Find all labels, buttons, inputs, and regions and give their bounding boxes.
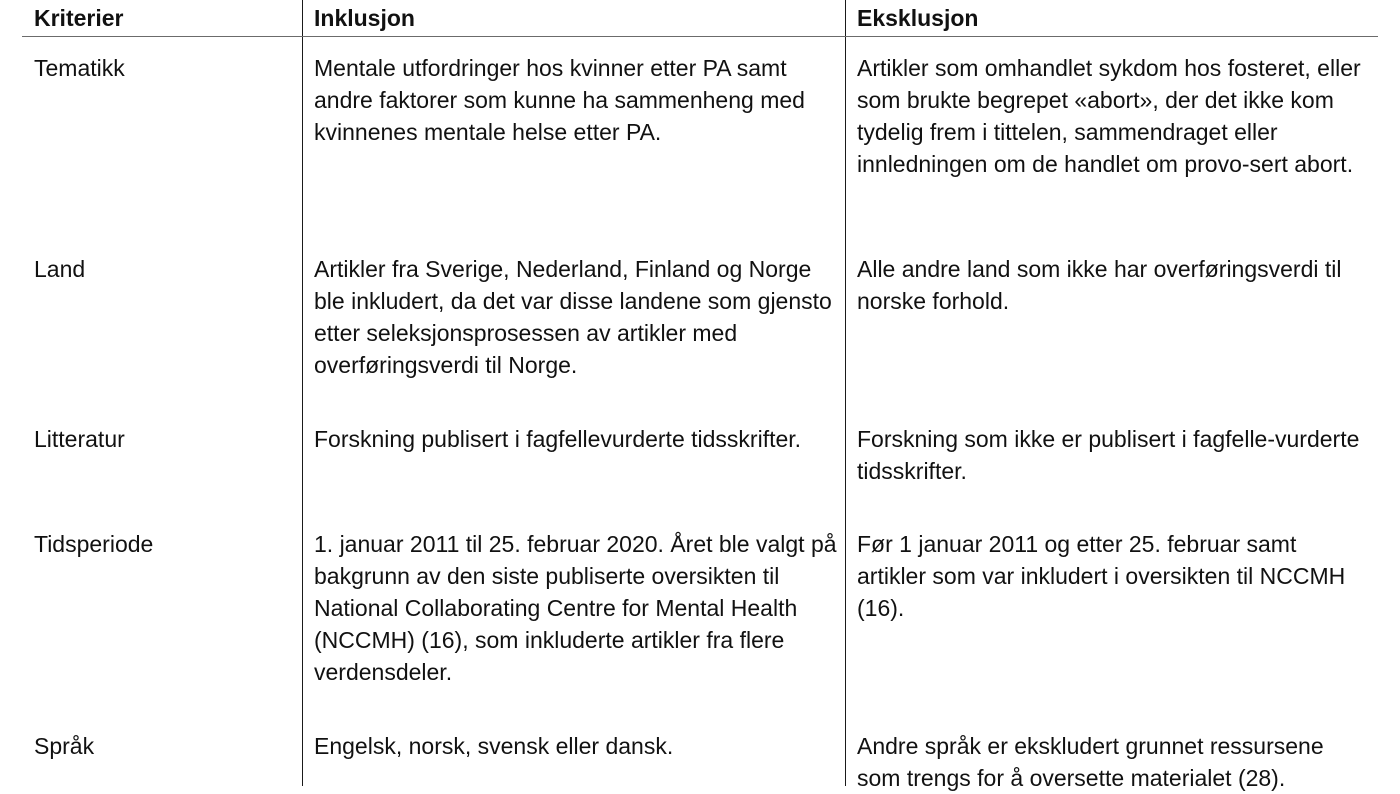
header-rule bbox=[22, 36, 1378, 37]
row-inclusion: Forskning publisert i fagfellevurderte tidsskrifter. bbox=[314, 426, 802, 452]
row-inclusion: 1. januar 2011 til 25. februar 2020. Året ble valgt på bakgrunn av den siste publiserte oversikten til National Collaborating Centre for Mental Health (NCCMH) (16), som inkluderte artikler fra flere verdensdeler. bbox=[314, 531, 837, 685]
row-exclusion: Forskning som ikke er publisert i fagfelle-vurderte tidsskrifter. bbox=[857, 426, 1360, 484]
header-inklusjon: Inklusjon bbox=[314, 5, 415, 31]
row-inclusion: Mentale utfordringer hos kvinner etter PA samt andre faktorer som kunne ha sammenheng med kvinnenes mentale helse etter PA. bbox=[314, 55, 805, 145]
row-inclusion: Engelsk, norsk, svensk eller dansk. bbox=[314, 733, 674, 759]
column-divider-1 bbox=[302, 0, 303, 786]
row-criterion: Land bbox=[34, 256, 86, 282]
row-criterion: Språk bbox=[34, 733, 95, 759]
header-kriterier: Kriterier bbox=[34, 5, 124, 31]
column-divider-2 bbox=[845, 0, 846, 786]
criteria-table bbox=[22, 0, 1378, 791]
header-eksklusjon: Eksklusjon bbox=[857, 5, 979, 31]
row-criterion: Tematikk bbox=[34, 55, 125, 81]
row-exclusion: Før 1 januar 2011 og etter 25. februar samt artikler som var inkludert i oversikten til NCCMH (16). bbox=[857, 531, 1346, 621]
row-criterion: Litteratur bbox=[34, 426, 125, 452]
row-inclusion: Artikler fra Sverige, Nederland, Finland og Norge ble inkludert, da det var disse landene som gjensto etter seleksjonsprosessen av artikler med overføringsverdi til Norge. bbox=[314, 256, 832, 378]
row-exclusion: Alle andre land som ikke har overføringsverdi til norske forhold. bbox=[857, 256, 1342, 314]
row-criterion: Tidsperiode bbox=[34, 531, 154, 557]
row-exclusion: Andre språk er ekskludert grunnet ressursene som trengs for å oversette materialet (28). bbox=[857, 733, 1324, 791]
row-exclusion: Artikler som omhandlet sykdom hos fosteret, eller som brukte begrepet «abort», der det ikke kom tydelig frem i tittelen, sammendraget eller innledningen om de handlet om provo-sert abort. bbox=[857, 55, 1361, 177]
